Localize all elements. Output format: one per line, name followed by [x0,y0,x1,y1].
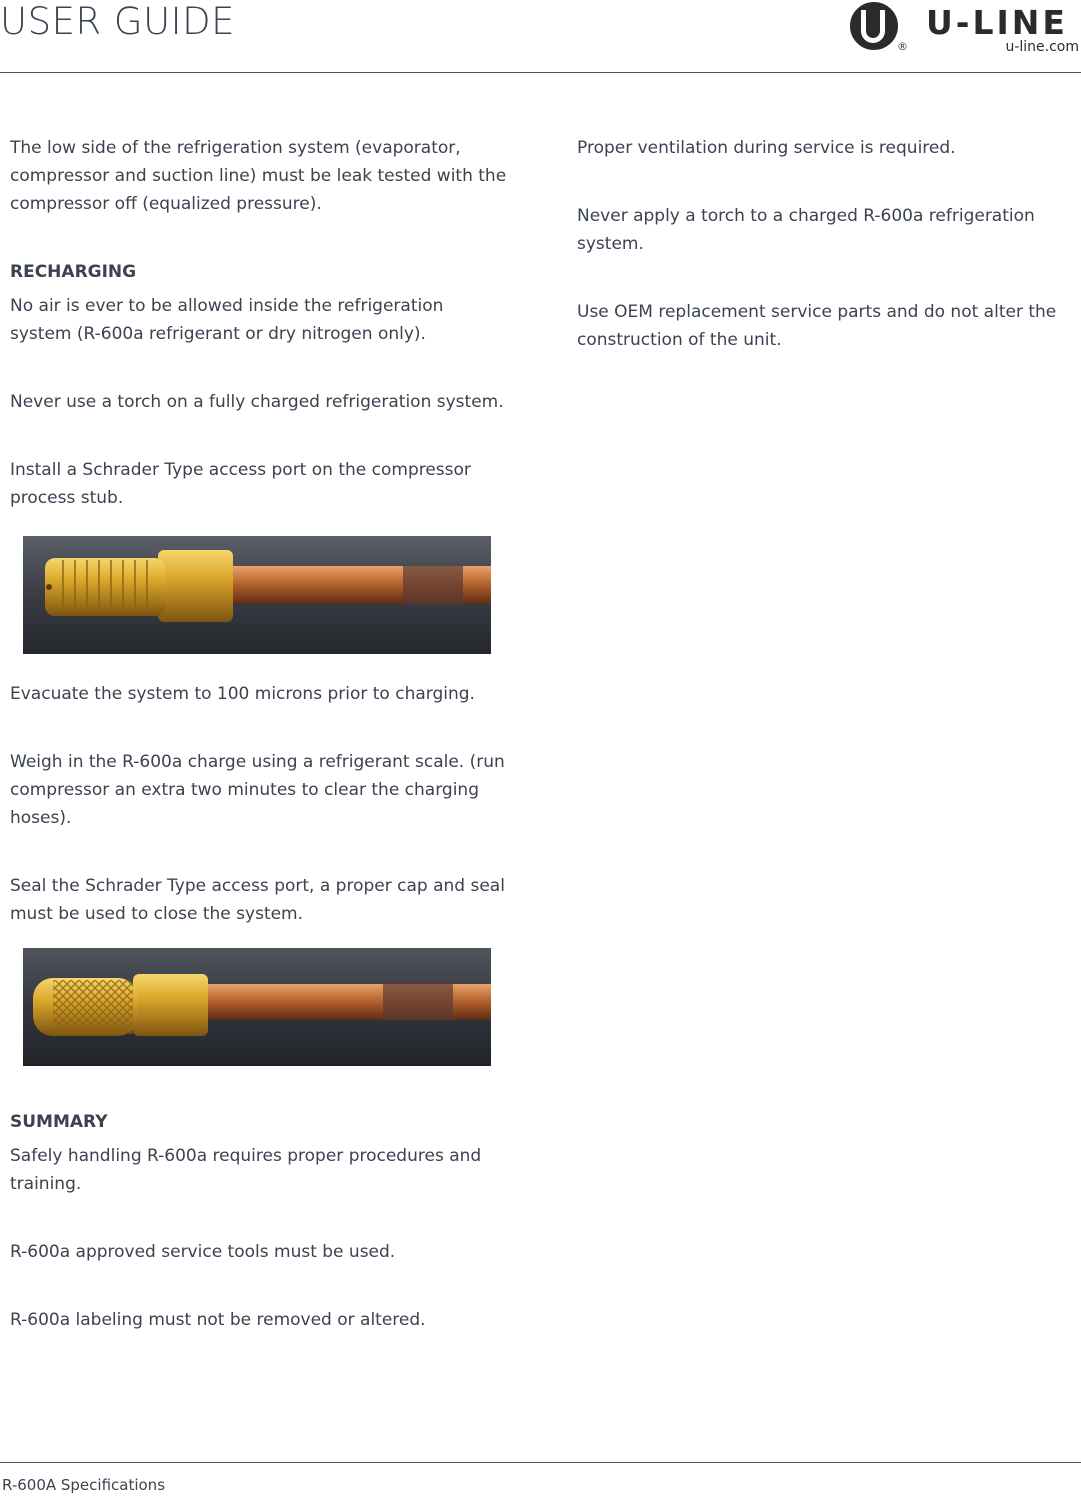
brand-url: u-line.com [1005,39,1079,55]
paragraph-ventilation: Proper ventilation during service is required. [577,138,956,158]
registered-mark: ® [897,40,908,53]
paragraph-weigh-charge: Weigh in the R-600a charge using a refrigerant scale. (run compressor an extra two minutes to clear the charging hoses). [10,752,505,828]
recharging-heading: RECHARGING [10,262,137,282]
paragraph-no-air: No air is ever to be allowed inside the refrigeration system (R-600a refrigerant or dry nitrogen only). [10,296,444,344]
u-line-emblem-icon [850,2,898,50]
paragraph-labeling: R-600a labeling must not be removed or altered. [10,1310,426,1330]
summary-heading: SUMMARY [10,1112,108,1132]
paragraph-approved-tools: R-600a approved service tools must be used. [10,1242,396,1262]
paragraph-leak-test: The low side of the refrigeration system (evaporator, compressor and suction line) must be leak tested with the compressor off (equalized pressure). [10,138,507,214]
paragraph-torch-warning: Never apply a torch to a charged R-600a refrigeration system. [577,206,1035,254]
paragraph-no-torch: Never use a torch on a fully charged refrigeration system. [10,392,504,412]
brand-logo [848,2,1081,58]
footer-divider [0,1462,1081,1463]
left-column [10,134,510,1374]
paragraph-install-port: Install a Schrader Type access port on the compressor process stub. [10,460,471,508]
right-column [577,134,1067,394]
schrader-port-photo [23,536,491,654]
footer-label: R-600A Specifications [2,1476,166,1494]
paragraph-safe-handling: Safely handling R-600a requires proper procedures and training. [10,1146,482,1194]
paragraph-evacuate: Evacuate the system to 100 microns prior to charging. [10,684,475,704]
header-divider [0,72,1081,73]
page-title: USER GUIDE [0,0,235,43]
capped-port-photo [23,948,491,1066]
paragraph-oem-parts: Use OEM replacement service parts and do not alter the construction of the unit. [577,302,1057,350]
brand-wordmark: U-LINE [926,3,1068,42]
paragraph-seal-port: Seal the Schrader Type access port, a proper cap and seal must be used to close the system. [10,876,505,924]
